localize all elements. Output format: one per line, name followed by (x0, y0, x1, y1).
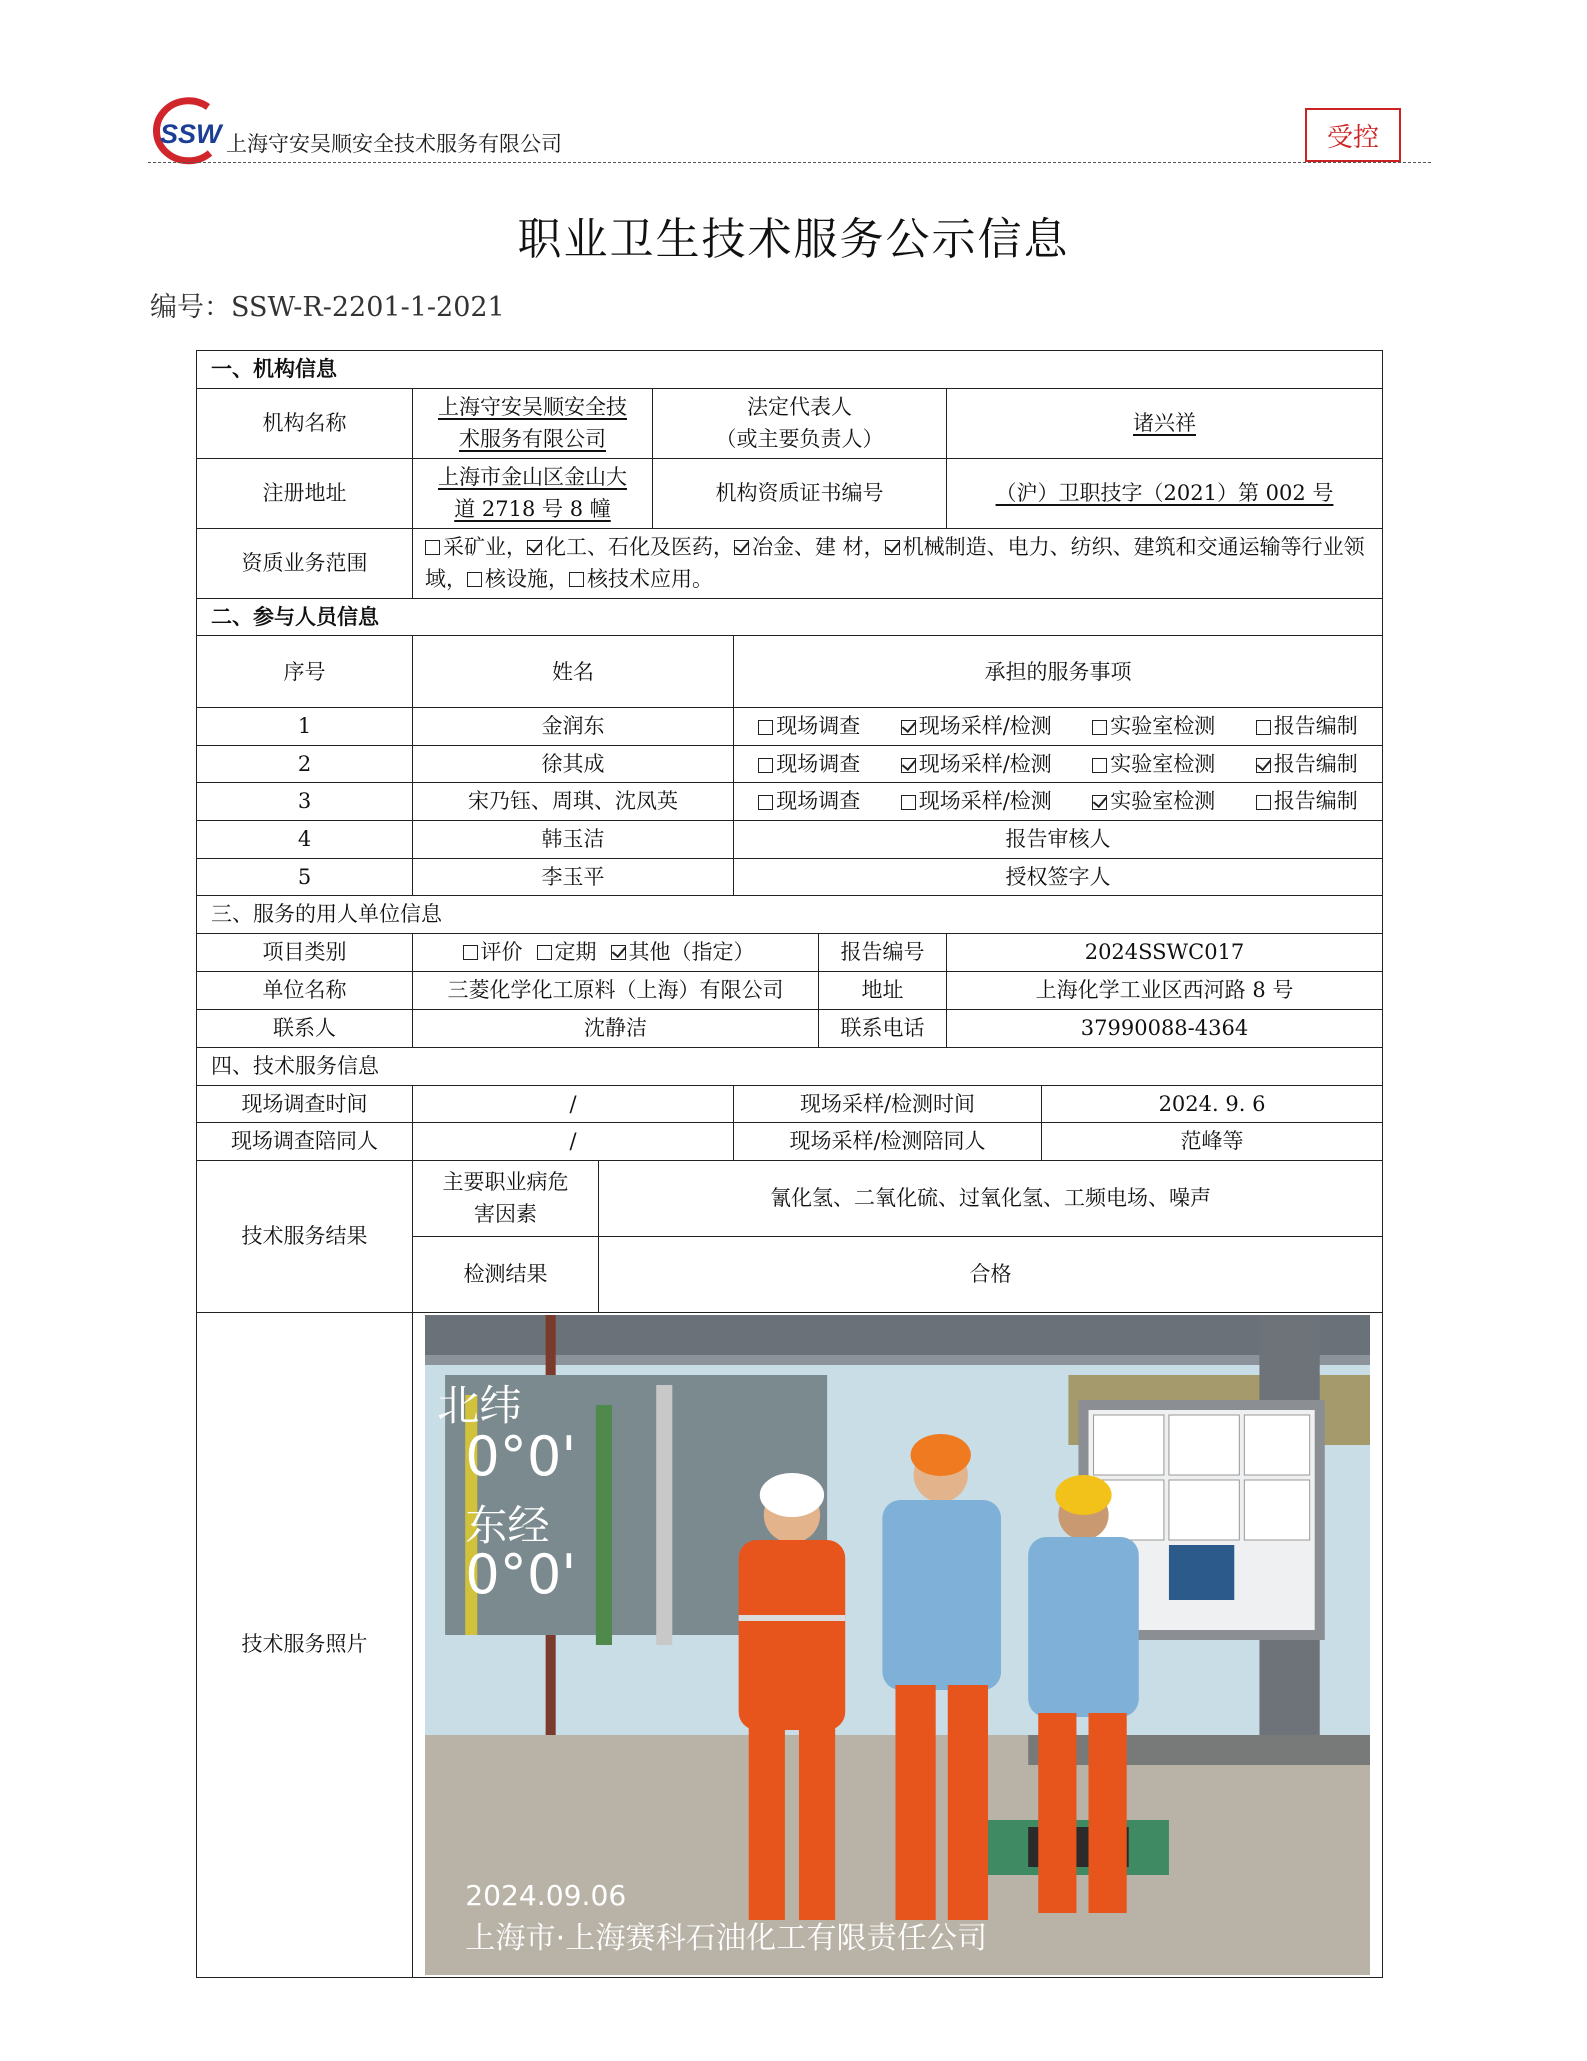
scope-option-1[interactable] (425, 535, 527, 559)
service-option-2[interactable] (901, 710, 1052, 743)
checkbox-icon (1256, 795, 1271, 810)
service-option-4[interactable] (1256, 748, 1358, 781)
checkbox-icon (734, 540, 749, 555)
report-no-label: 报告编号 (819, 933, 947, 971)
survey-time-value: / (413, 1085, 734, 1123)
result-label: 技术服务结果 (197, 1160, 413, 1312)
cert-value: （沪）卫职技字（2021）第 002 号 (995, 480, 1334, 505)
document-number-value: SSW-R-2201-1-2021 (231, 292, 505, 323)
checkbox-label: 采矿业， (443, 534, 527, 559)
staff-no: 5 (197, 858, 413, 896)
photo-helmet-3 (1055, 1475, 1111, 1515)
col-no-header: 序号 (197, 636, 413, 708)
address-line2: 道 2718 号 8 幢 (454, 497, 611, 522)
phone-label: 联系电话 (819, 1009, 947, 1047)
project-type-label: 项目类别 (197, 933, 413, 971)
photo-shirt-2 (882, 1500, 1001, 1690)
staff-name: 李玉平 (413, 858, 734, 896)
service-option-1[interactable] (758, 710, 860, 743)
org-name-line2: 术服务有限公司 (459, 427, 606, 452)
org-name-label: 机构名称 (197, 388, 413, 458)
photo-grey-pipe (656, 1385, 672, 1645)
section-staff-heading: 二、参与人员信息 (197, 598, 1383, 636)
checkbox-icon (569, 572, 584, 587)
staff-row (197, 708, 1383, 746)
logo-text: SSW (160, 119, 222, 149)
service-option-3[interactable] (1092, 748, 1215, 781)
service-option-3[interactable] (1092, 785, 1215, 818)
scope-option-2[interactable] (527, 535, 734, 559)
checkbox-icon (1256, 720, 1271, 735)
photo-notice-1 (1094, 1415, 1164, 1475)
project-type-option-1[interactable] (463, 936, 523, 969)
project-type-option-3[interactable] (611, 936, 755, 969)
scope-option-3[interactable] (734, 535, 885, 559)
scope-label: 资质业务范围 (197, 528, 413, 598)
staff-services (734, 708, 1383, 746)
test-result-label: 检测结果 (413, 1236, 599, 1312)
photo-beam (425, 1355, 1370, 1365)
checkbox-icon (758, 720, 773, 735)
header-company-name: 上海守安吴顺安全技术服务有限公司 (226, 132, 562, 156)
address-value (413, 458, 653, 528)
photo-leg-3b (1089, 1713, 1127, 1913)
checkbox-icon (537, 945, 552, 960)
checkbox-label: 现场调查 (776, 714, 861, 739)
col-name-header: 姓名 (413, 636, 734, 708)
project-type-option-2[interactable] (537, 936, 597, 969)
photo-leg-3a (1038, 1713, 1076, 1913)
photo-leg-1a (749, 1725, 785, 1920)
photo-label: 技术服务照片 (197, 1312, 413, 1977)
hazard-label-line1: 主要职业病危 (442, 1169, 569, 1194)
photo-leg-1b (799, 1725, 835, 1920)
staff-role: 报告审核人 (734, 821, 1383, 859)
address-label: 注册地址 (197, 458, 413, 528)
staff-no: 1 (197, 708, 413, 746)
hazards-value: 氰化氢、二氧化硫、过氧化氢、工频电场、噪声 (599, 1160, 1383, 1236)
checkbox-icon (901, 795, 916, 810)
client-address-label: 地址 (819, 971, 947, 1009)
staff-no: 4 (197, 821, 413, 859)
checkbox-icon (758, 758, 773, 773)
survey-escort-label: 现场调查陪同人 (197, 1123, 413, 1161)
checkbox-icon (885, 540, 900, 555)
service-option-2[interactable] (901, 785, 1052, 818)
document-number-label: 编号： (150, 292, 231, 323)
service-option-3[interactable] (1092, 710, 1215, 743)
org-name-value (413, 388, 653, 458)
photo-helmet-2 (911, 1434, 971, 1476)
checkbox-label: 现场采样/检测 (918, 714, 1052, 739)
staff-name: 徐其成 (413, 745, 734, 783)
test-result-value: 合格 (599, 1236, 1383, 1312)
hazard-label (413, 1160, 599, 1236)
unit-value: 三菱化学化工原料（上海）有限公司 (413, 971, 819, 1009)
checkbox-label: 实验室检测 (1110, 714, 1216, 739)
photo-green-pipe (596, 1405, 612, 1645)
staff-row (197, 783, 1383, 821)
scope-option-6[interactable] (569, 567, 713, 591)
photo-notice-2 (1169, 1415, 1239, 1475)
photo-leg-2b (948, 1685, 988, 1920)
service-option-2[interactable] (901, 748, 1052, 781)
project-type-options (413, 933, 819, 971)
legal-rep-label (653, 388, 947, 458)
cert-label: 机构资质证书编号 (653, 458, 947, 528)
checkbox-icon (1256, 758, 1271, 773)
checkbox-label: 定期 (554, 939, 597, 964)
checkbox-label: 机械制造、电力、纺织、建筑和交通运输等行业领域， (425, 534, 1365, 592)
photo-helmet-1 (760, 1473, 824, 1517)
contact-label: 联系人 (197, 1009, 413, 1047)
checkbox-icon (901, 720, 916, 735)
phone-value: 37990088-4364 (947, 1009, 1383, 1047)
photo-lat-value: 0°0' (465, 1424, 577, 1488)
controlled-stamp: 受控 (1305, 108, 1401, 162)
checkbox-label: 现场调查 (776, 751, 861, 776)
staff-name: 宋乃钰、周琪、沈凤英 (413, 783, 734, 821)
section-org-heading: 一、机构信息 (197, 351, 1383, 389)
checkbox-label: 实验室检测 (1110, 751, 1216, 776)
photo-lon-value: 0°0' (465, 1542, 577, 1606)
scope-option-5[interactable] (467, 567, 569, 591)
hazard-label-line2: 害因素 (474, 1202, 537, 1227)
client-address-value: 上海化学工业区西河路 8 号 (947, 971, 1383, 1009)
address-line1: 上海市金山区金山大 (438, 464, 627, 489)
checkbox-label: 评价 (480, 939, 523, 964)
section-service-heading: 四、技术服务信息 (197, 1047, 1383, 1085)
checkbox-label: 报告编制 (1273, 714, 1358, 739)
staff-role: 授权签字人 (734, 858, 1383, 896)
photo-pipe-rack (425, 1315, 1370, 1355)
photo-notice-6 (1244, 1480, 1309, 1540)
photo-shirt-3 (1028, 1537, 1139, 1717)
photo-lon-label: 东经 (465, 1500, 550, 1550)
unit-label: 单位名称 (197, 971, 413, 1009)
document-number (150, 285, 505, 324)
photo-coverall-1 (739, 1540, 846, 1730)
scope-value (413, 528, 1383, 598)
service-option-1[interactable] (758, 785, 860, 818)
photo-gravel (1028, 1735, 1370, 1765)
checkbox-icon (527, 540, 542, 555)
service-option-4[interactable] (1256, 785, 1358, 818)
sampling-time-value: 2024. 9. 6 (1042, 1085, 1383, 1123)
header-rule (148, 162, 1431, 163)
section-client-heading: 三、服务的用人单位信息 (197, 896, 1383, 934)
survey-time-label: 现场调查时间 (197, 1085, 413, 1123)
photo-leg-2a (895, 1685, 935, 1920)
org-name-line1: 上海守安吴顺安全技 (438, 394, 627, 419)
legal-rep-label-line2: （或主要负责人） (715, 427, 884, 452)
checkbox-label: 现场采样/检测 (918, 789, 1052, 814)
photo-notice-5 (1169, 1480, 1239, 1540)
checkbox-label: 报告编制 (1273, 789, 1358, 814)
col-service-header: 承担的服务事项 (734, 636, 1383, 708)
checkbox-label: 核设施， (485, 567, 569, 592)
photo-location: 上海市·上海赛科石油化工有限责任公司 (465, 1920, 988, 1956)
legal-rep-label-line1: 法定代表人 (747, 394, 852, 419)
checkbox-icon (758, 795, 773, 810)
staff-name: 金润东 (413, 708, 734, 746)
checkbox-icon (463, 945, 478, 960)
staff-row (197, 821, 1383, 859)
checkbox-label: 核技术应用。 (587, 567, 713, 592)
checkbox-icon (1092, 720, 1107, 735)
checkbox-label: 现场采样/检测 (918, 751, 1052, 776)
checkbox-label: 其他（指定） (628, 939, 755, 964)
staff-row (197, 745, 1383, 783)
photo-reflective-1 (739, 1615, 846, 1621)
checkbox-icon (1092, 758, 1107, 773)
info-table (196, 350, 1383, 1978)
staff-name: 韩玉洁 (413, 821, 734, 859)
checkbox-icon (425, 540, 440, 555)
staff-services (734, 745, 1383, 783)
checkbox-label: 报告编制 (1273, 751, 1358, 776)
checkbox-label: 化工、石化及医药， (545, 534, 734, 559)
sampling-escort-label: 现场采样/检测陪同人 (734, 1123, 1042, 1161)
staff-row (197, 858, 1383, 896)
photo-notice-3 (1244, 1415, 1309, 1475)
survey-escort-value: / (413, 1123, 734, 1161)
photo-notice-blue (1169, 1545, 1234, 1600)
checkbox-label: 现场调查 (776, 789, 861, 814)
contact-value: 沈静洁 (413, 1009, 819, 1047)
checkbox-icon (1092, 795, 1107, 810)
legal-rep-value: 诸兴祥 (1133, 410, 1196, 435)
document-title: 职业卫生技术服务公示信息 (517, 214, 1070, 265)
report-no-value: 2024SSWC017 (947, 933, 1383, 971)
checkbox-label: 实验室检测 (1110, 789, 1216, 814)
service-option-1[interactable] (758, 748, 860, 781)
checkbox-label: 冶金、建 材， (752, 534, 885, 559)
checkbox-icon (467, 572, 482, 587)
service-option-4[interactable] (1256, 710, 1358, 743)
checkbox-icon (611, 945, 626, 960)
photo-lat-label: 北纬 (437, 1380, 522, 1430)
staff-no: 3 (197, 783, 413, 821)
staff-services (734, 783, 1383, 821)
staff-no: 2 (197, 745, 413, 783)
sampling-escort-value: 范峰等 (1042, 1123, 1383, 1161)
service-photo (425, 1315, 1370, 1975)
checkbox-icon (901, 758, 916, 773)
photo-date: 2024.09.06 (465, 1878, 627, 1912)
sampling-time-label: 现场采样/检测时间 (734, 1085, 1042, 1123)
company-logo (148, 95, 224, 165)
